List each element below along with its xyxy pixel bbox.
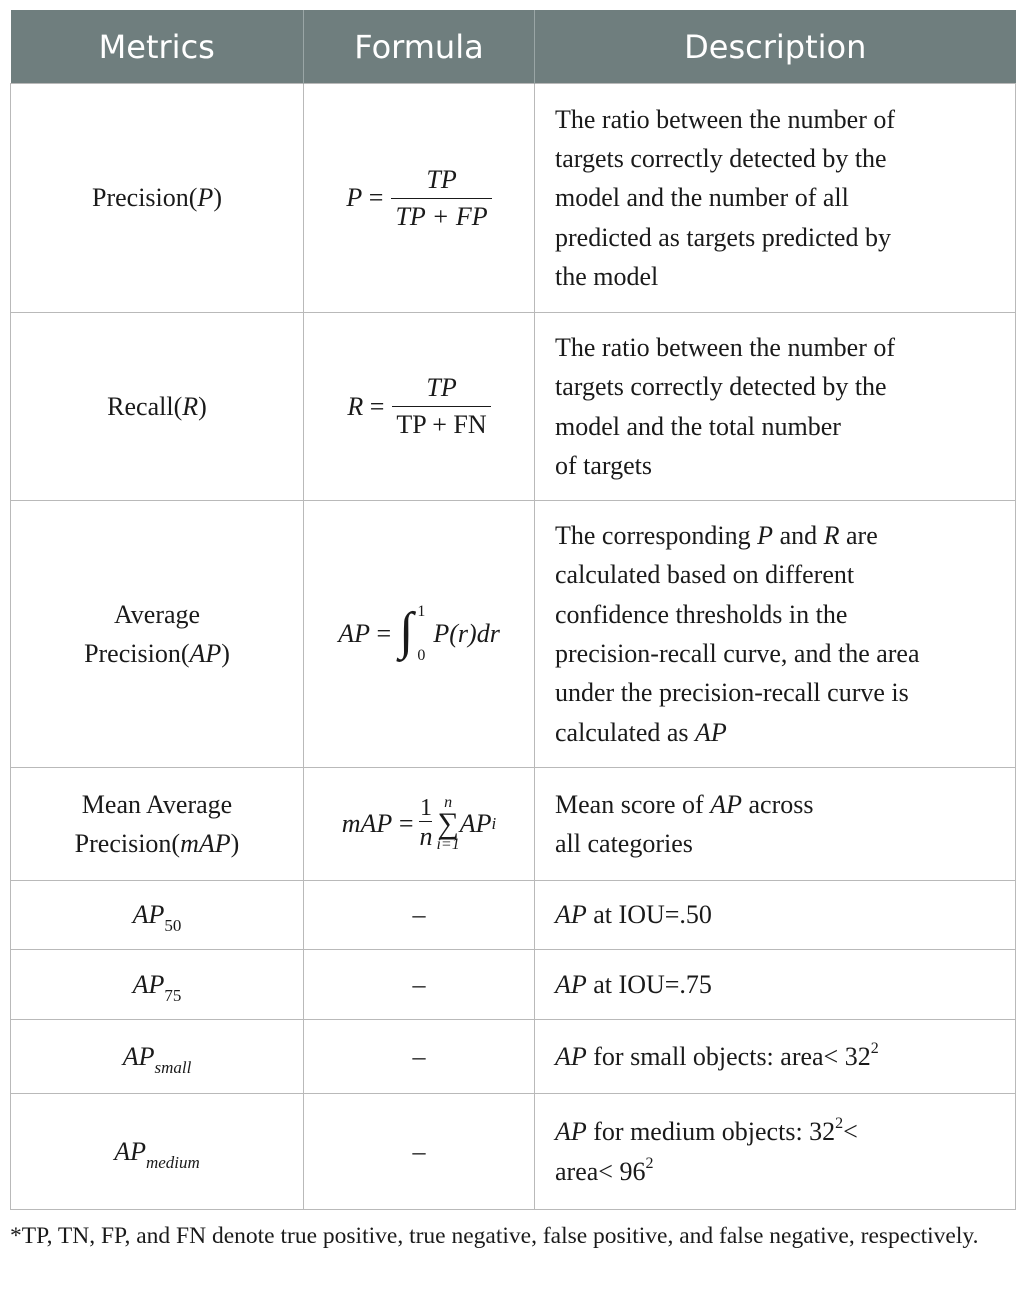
recall-formula: R = $\frac{TP}{TP + FN}$ [347,373,490,440]
metric-cell [11,950,304,1020]
formula-cell: – [304,1020,535,1094]
description-cell [535,501,1016,768]
description-line: under the precision-recall curve is [555,678,909,708]
table-footnote: *TP, TN, FP, and FN denote true positive, true negative, false positive, and false negative, respectively. [10,1223,979,1249]
description-line: precision-recall curve, and the area [555,639,920,668]
description-line: Mean score of AP across [555,789,814,819]
header-metrics: Metrics [11,10,304,84]
metric-subscript: medium [145,1152,200,1172]
integral-sign-icon: ∫ [399,603,414,660]
metric-cell [11,501,304,768]
table-row [11,1020,1016,1094]
table-row [11,84,1016,313]
description-line: all categories [555,829,693,858]
integral-body: P(r)dr [433,619,500,648]
fraction-denominator: TP + FP [391,198,491,232]
fraction [392,373,490,440]
header-formula: Formula [304,10,535,84]
description-superscript: 2 [835,1115,844,1133]
description-line: The corresponding P and R are [555,521,878,551]
description-cell [535,84,1016,313]
description-line: model and the total number [555,411,841,441]
metric-name: AP [122,1041,155,1071]
description-line: the model [555,261,659,291]
metric-subscript: 50 [164,916,182,935]
description-line: confidence thresholds in the [555,599,848,629]
fraction [391,165,491,232]
table-row [11,881,1016,950]
description-tail: < [843,1117,858,1147]
description-line: model and the number of all [555,183,849,213]
metric-subscript: 75 [164,985,182,1005]
description-line [555,1152,995,1191]
metric-name-line: Mean Average [81,789,233,819]
integral-lower: 0 [417,647,426,664]
metric-name-line: Average [113,599,201,629]
formula-lhs: AP [338,619,370,648]
sum-body: AP [459,809,492,838]
description-line: targets correctly detected by the [555,144,887,174]
description-superscript: 2 [870,1039,879,1057]
metric-cell [11,84,304,313]
description-text: AP for small objects: area< 32 [555,1041,871,1071]
description-line: The ratio between the number of [555,104,896,134]
integral-upper: 1 [417,603,426,620]
summation [436,794,459,854]
description-cell [535,1020,1016,1094]
metrics-table-container [10,10,1015,1210]
fraction-denominator: TP + FN [392,406,490,440]
description-text: area< 96 [555,1156,646,1186]
sum-body-sub: i [491,814,497,833]
formula-cell [304,313,535,501]
formula-lhs: P [346,183,363,212]
fraction-numerator: TP [426,373,457,402]
description-cell: AP at IOU=.50 [535,881,1016,950]
metric-cell [11,881,304,950]
metric-name: Recall(R) [107,391,207,421]
description-line [555,1112,995,1151]
table-row [11,313,1016,501]
metric-name: AP [132,969,165,999]
description-text: AP for medium objects: 32 [555,1117,836,1147]
formula-cell [304,84,535,313]
sum-upper: n [444,794,453,811]
description-line: predicted as targets predicted by [555,222,891,252]
fraction-numerator: 1 [419,795,432,821]
formula-cell: – [304,1094,535,1210]
formula-cell [304,501,535,768]
fraction [419,796,432,852]
header-description: Description [535,10,1016,84]
sum-lower: i=1 [436,836,460,853]
table-row [11,1094,1016,1210]
description-cell [535,768,1016,881]
metrics-table [10,10,1016,1210]
description-line: targets correctly detected by the [555,372,887,402]
metric-cell [11,1094,304,1210]
description-line: of targets [555,450,652,480]
description-cell [535,1094,1016,1210]
description-cell [535,313,1016,501]
table-row [11,950,1016,1020]
formula-cell: – [304,881,535,950]
description-line: The ratio between the number of [555,332,896,362]
metric-subscript: small [154,1057,192,1077]
table-row [11,768,1016,881]
formula-cell: – [304,950,535,1020]
metric-cell [11,313,304,501]
description-cell: AP at IOU=.75 [535,950,1016,1020]
metric-cell [11,768,304,881]
metric-name: AP [114,1136,146,1166]
metric-cell [11,1020,304,1094]
formula-lhs: mAP [341,809,393,838]
fraction-denominator: n [419,822,433,851]
description-line: calculated as AP [555,717,727,747]
precision-formula: P = $\frac{TP}{TP + FP}$ [346,165,491,232]
metric-name: Precision(P) [92,183,222,213]
integral-limits [417,603,425,665]
table-header-row [11,10,1016,84]
description-line: calculated based on different [555,560,855,590]
description-superscript: 2 [645,1154,654,1172]
fraction-numerator: TP [426,164,457,194]
metric-name: AP [132,900,165,929]
formula-cell [304,768,535,881]
formula-lhs: R [347,391,364,421]
metric-name-line: Precision(mAP) [74,829,240,858]
table-row [11,501,1016,768]
ap-formula: AP = ∫ 1 0 P(r)dr [338,603,500,664]
sigma-icon: ∑ [437,807,459,840]
metric-name-line: Precision(AP) [84,639,230,668]
map-formula: mAP = $\frac{1}{n}$ n ∑ i=1 AP i [341,794,497,853]
